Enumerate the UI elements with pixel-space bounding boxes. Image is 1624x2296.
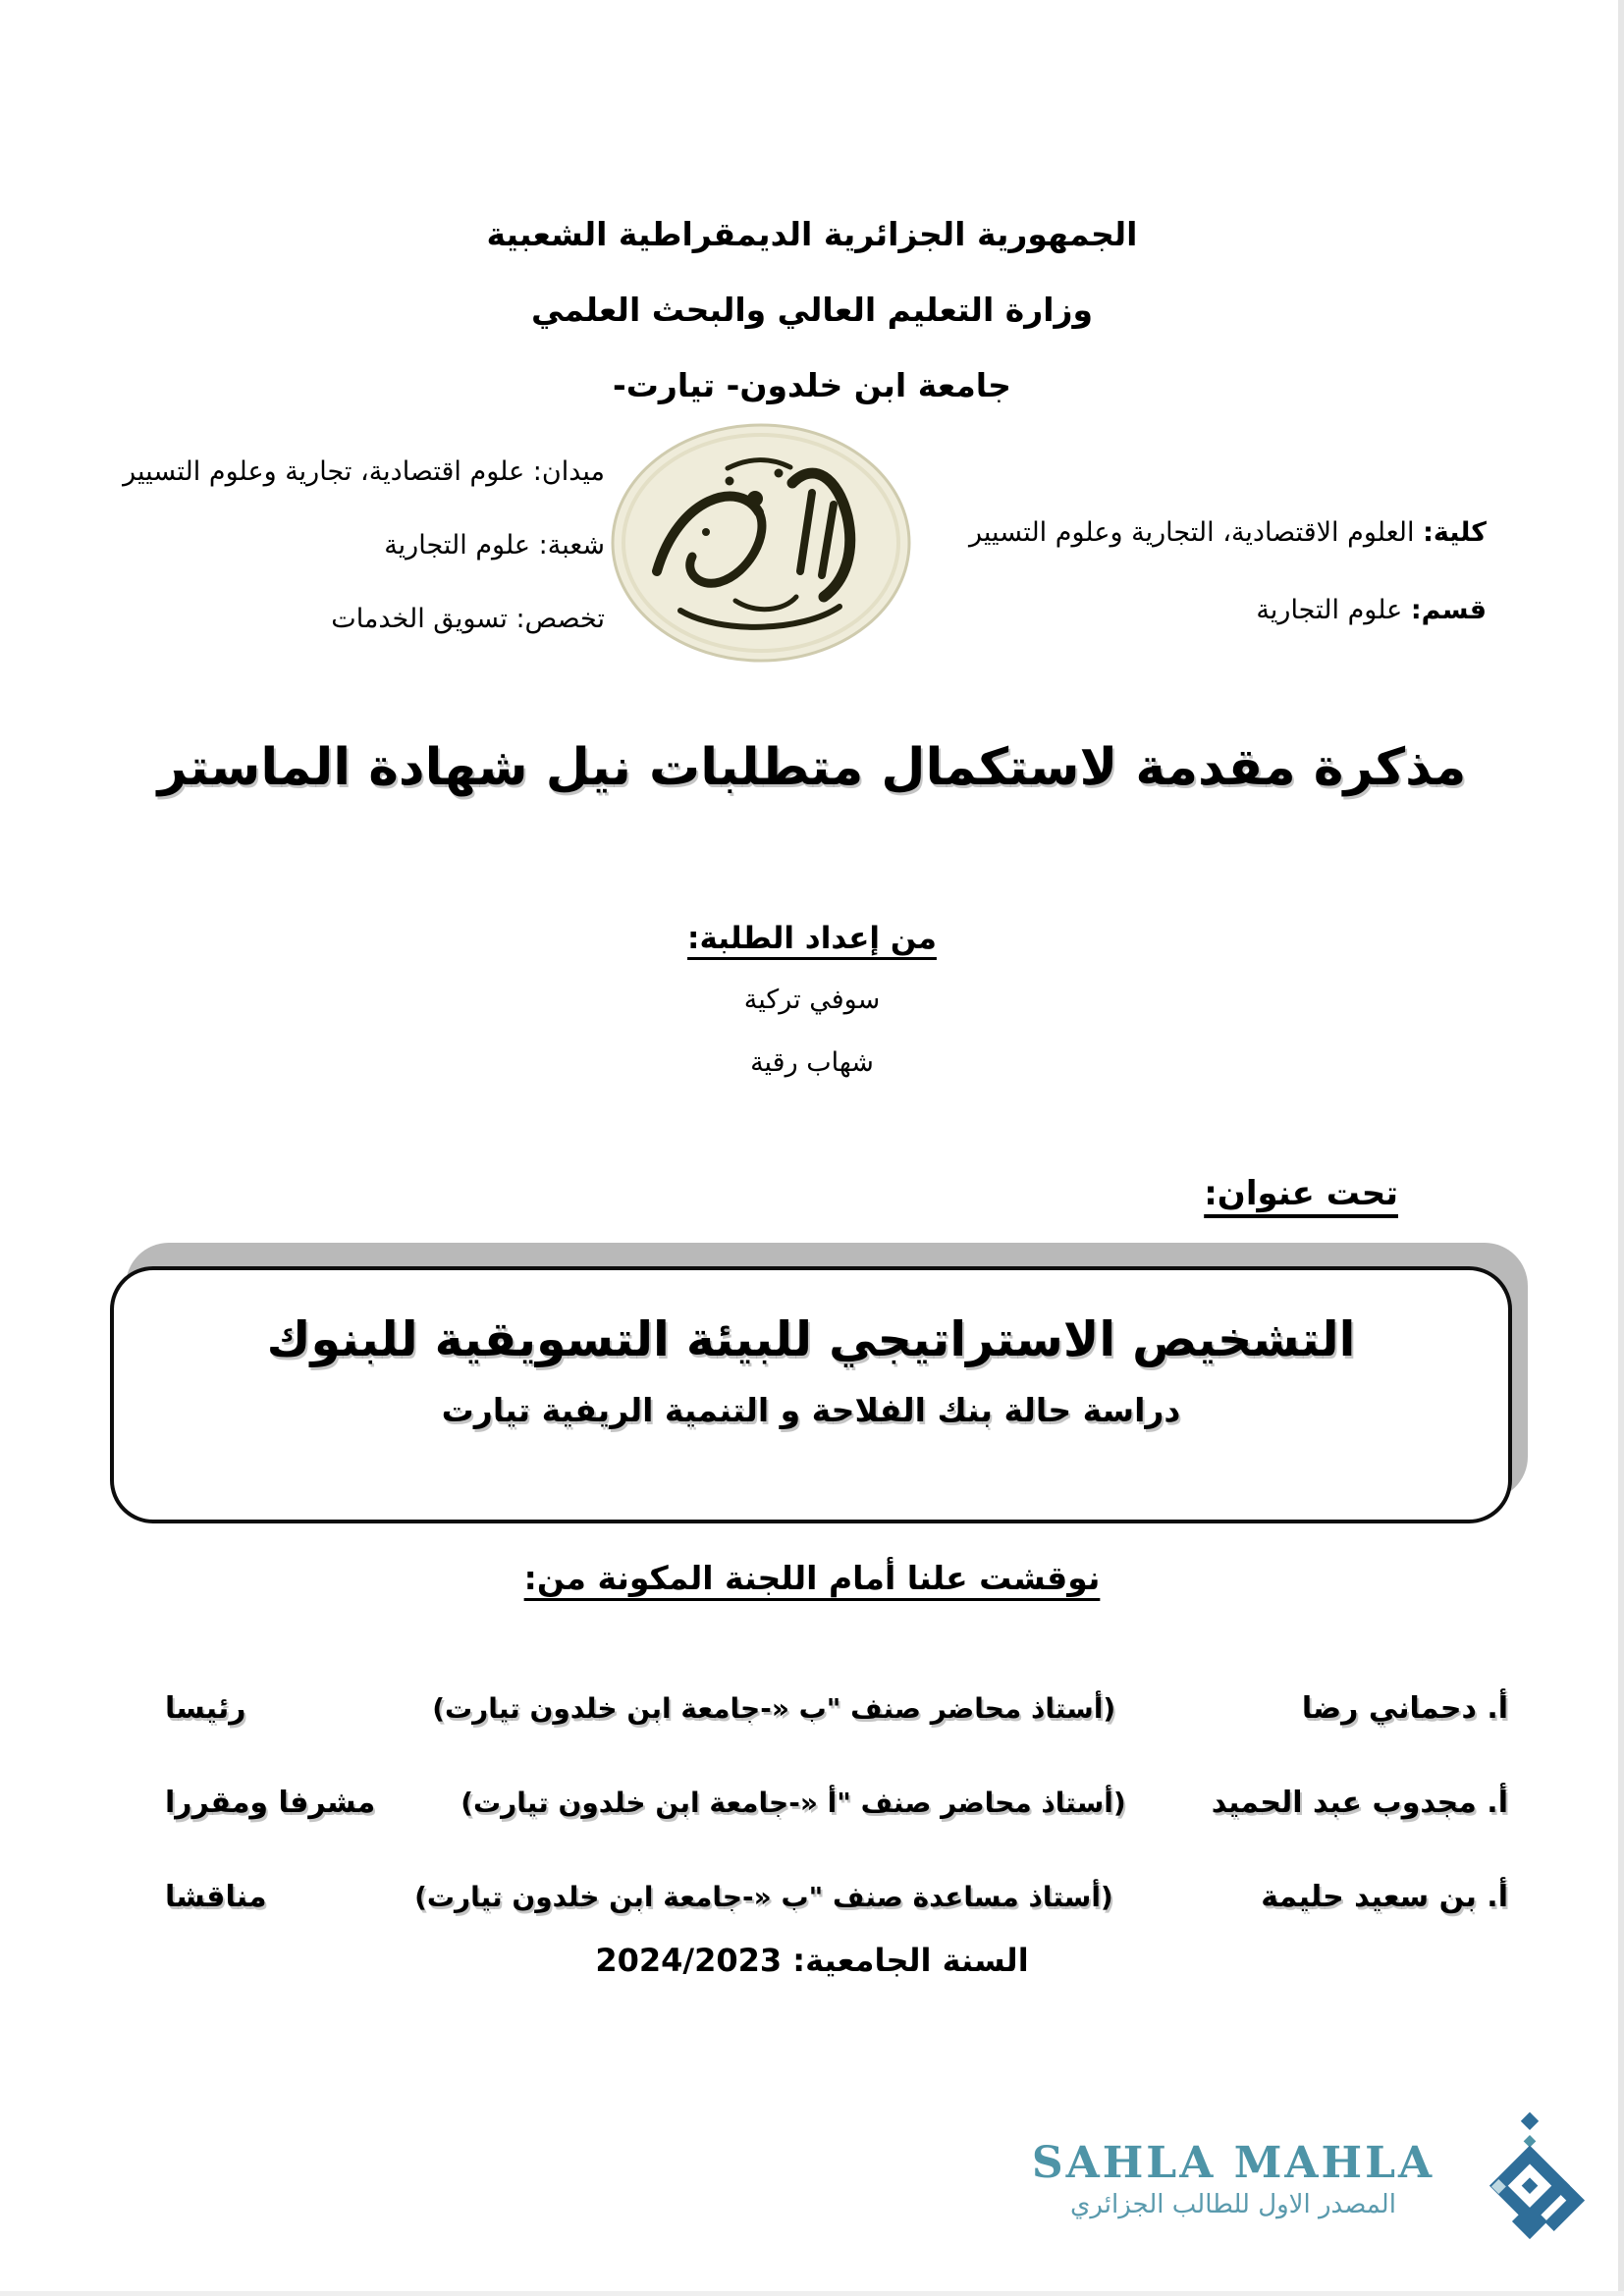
specialty-line: تخصص: تسويق الخدمات [331, 604, 605, 634]
committee-member-role: مشرفا ومقررا [165, 1785, 376, 1820]
department-line [897, 571, 1487, 649]
faculty-info-block [897, 494, 1487, 649]
committee-member-name: أ. بن سعيد حليمة [1261, 1879, 1508, 1914]
department-value: علوم التجارية [1256, 595, 1411, 625]
under-title-label: تحت عنوان: [1204, 1174, 1398, 1213]
ibn-khaldoun-seal-icon [610, 422, 912, 664]
republic-title: الجمهورية الجزائرية الديمقراطية الشعبية [486, 215, 1138, 253]
committee-member-grade: (أستاذ محاضر صنف "ب «-جامعة ابن خلدون تيارت) [432, 1691, 1116, 1725]
faculty-label: كلية: [1423, 517, 1487, 548]
committee-row [165, 1755, 1508, 1849]
committee-member-role: مناقشا [165, 1879, 267, 1914]
faculty-value: العلوم الاقتصادية، التجارية وعلوم التسيير [969, 517, 1424, 548]
student-name: سوفي تركية [743, 985, 881, 1015]
case-study-subtitle: دراسة حالة بنك الفلاحة و التنمية الريفية تيارت [441, 1391, 1181, 1429]
header-block [0, 196, 1624, 423]
watermark-brand: SAHLA MAHLA [1031, 2138, 1435, 2188]
committee-member-grade: (أستاذ محاضر صنف "أ «-جامعة ابن خلدون تيارت) [460, 1786, 1126, 1819]
university-title: جامعة ابن خلدون- تيارت- [613, 366, 1011, 404]
faculty-line [897, 494, 1487, 571]
committee-heading: نوقشت علنا أمام اللجنة المكونة من: [523, 1559, 1101, 1597]
committee-member-role: رئيسا [165, 1690, 246, 1726]
committee-member-name: أ. مجدوب عبد الحميد [1211, 1785, 1508, 1820]
branch-line: شعبة: علوم التجارية [384, 530, 605, 561]
sahla-mahla-logo-icon [1471, 2110, 1589, 2258]
committee-table [165, 1661, 1508, 1944]
field-line: ميدان: علوم اقتصادية، تجارية وعلوم التسيير [123, 456, 605, 487]
academic-year-line: السنة الجامعية: 2024/2023 [595, 1942, 1029, 1979]
prepared-by-label: من إعداد الطلبة: [687, 921, 937, 956]
committee-member-grade: (أستاذ مساعدة صنف "ب «-جامعة ابن خلدون تيارت) [414, 1880, 1113, 1913]
thesis-degree-line: مذكرة مقدمة لاستكمال متطلبات نيل شهادة الماستر [157, 738, 1467, 797]
committee-row [165, 1849, 1508, 1944]
main-title: التشخيص الاستراتيجي للبيئة التسويقية للبنوك [266, 1311, 1356, 1367]
committee-row [165, 1661, 1508, 1755]
watermark-tagline: المصدر الاول للطالب الجزائري [1070, 2190, 1396, 2219]
sahla-mahla-watermark [998, 2110, 1606, 2268]
field-info-block [67, 435, 605, 656]
department-label: قسم: [1410, 595, 1487, 625]
title-box [110, 1266, 1512, 1523]
committee-member-name: أ. دحماني رضا [1301, 1690, 1508, 1726]
page-scan-edge-bottom [0, 2291, 1624, 2296]
ministry-title: وزارة التعليم العالي والبحث العلمي [530, 291, 1094, 329]
watermark-text [1007, 2138, 1459, 2219]
student-name: شهاب رقية [750, 1047, 874, 1078]
